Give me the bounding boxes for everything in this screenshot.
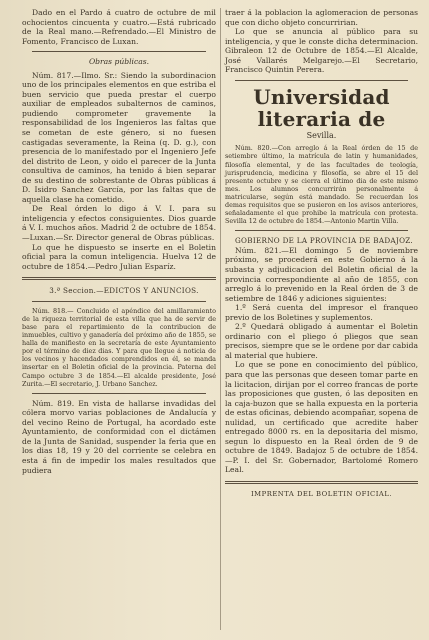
notice-821-final: Lo que se pone en conocimiento del público, para que las personas que deseen tomar parte en la licitacion, dirijan por el correo francas de porte las proposiciones que gusten, ó las depositen en la caja-buzon que se halla expuesta en la porteria de estas oficinas, debiendo acompañar, sopena de nulidad, un certificado que acredite haber entregado 8000 rs. en la depositaria del mismo, segun lo dispuesto en la Real órden de 9 de octubre de 1849. Badajoz 5 de octubre de 1854.—P. I. del Sr. Gobernador, Bartolomé Romero Leal. [225,360,418,475]
divider [32,393,206,394]
notice-819-closing: Lo que se anuncia al público para su inteligencia, y que le conste dicha determinacion. Gibraleon 12 de Octubre de 1854.—El Alcalde, José Vallarés Melgarejo.—El Secretario, Francisco Quintin Perera. [225,27,418,75]
condition-2: 2.º Quedará obligado á aumentar el Boletin ordinario con el pliego ó pliegos que sean precisos, siempre que se le ordene por dar cabida al material que hubiere. [225,322,418,360]
column-rule [220,8,221,630]
section-obras-publicas: Obras públicas. [88,57,150,67]
printer-imprint: IMPRENTA DEL BOLETIN OFICIAL. [251,489,392,498]
divider [32,301,206,302]
section-gobierno-badajoz: GOBIERNO DE LA PROVINCIA DE BADAJOZ. [235,236,414,246]
notice-817-order: De Real órden lo digo á V. I. para su inteligencia y efectos consiguientes. Dios guarde á V. I. muchos años. Madrid 2 de octubre de 1854.—Luxan.—Sr. Director general de Obras públicas. [22,204,216,243]
notice-821: Núm. 821.—El domingo 5 de noviembre próximo, se procederá en este Gobierno á la subasta y adjudicacion del Boletin oficial de la provincia correspondiente al año de 1855, con arreglo á lo prevenido en la Real órden de 3 de setiembre de 1846 y adiciones siguientes: [225,245,418,303]
divider [235,80,408,81]
left-column [22,8,216,475]
notice-819-continued: traer á la poblacion la aglomeracion de personas que con dicho objeto concurririan. [225,8,418,27]
divider [235,230,408,231]
notice-817-publish: Lo que he dispuesto se inserte en el Boletin oficial para la comun inteligencia. Huelva 12 de octubre de 1854.—Pedro Julian Esparíz. [22,242,216,271]
notice-818: Núm. 818.— Concluido el apéndice del amillaramiento de la riqueza territorial de esta villa que ha de servir de base para el repartimiento de la contribucion de inmuebles, cultivo y ganadería del próximo año de 1855, se halla de manifiesto en la secretaría de este Ayuntamiento por el término de diez dias. Y para que llegue á noticia de los vecinos y hacendados comprendidos en él, se manda insertar en el Boletin oficial de la provincia. Paterna del Campo octubre 3 de 1854.—El alcalde presidente, José Zurita.—El secretario, J. Urbano Sanchez. [22,306,216,388]
divider-double [225,481,418,484]
decree-closing: Dado en el Pardo á cuatro de octubre de mil ochocientos cincuenta y cuatro.—Está rubricado de la Real mano.—Refrendado.—El Ministro de Fomento, Francisco de Luxan. [22,8,216,46]
divider-double [22,277,216,280]
notice-820: Núm. 820.—Con arreglo á la Real órden de 15 de setiembre último, la matrícula de latin y humanidades, filosofía elemental, y de las facultades de teología, jurisprudencia, medicina y filosofía, se abre el 15 del presente octubre y se cierra el último dia de este mismo mes. Los alumnos concurrirán personalmente á matricularse, según está mandado. Se recuerdan los demas requisitos que se pusieron en los avisos anteriores, señaladamente el que prohibe la matrícula con protesta. Sevilla 12 de octubre de 1854.—Antonio Martin Villa. [225,144,418,226]
divider [32,51,206,52]
notice-817: Núm. 817.—Ilmo. Sr.: Siendo la subordinacion uno de los principales elementos en que estriba el buen servicio que pueda prestar el cuerpo auxiliar de empleados subalternos de caminos, pudiendo comprometer gravemente la responsabilidad de los Ingenieros las faltas que se cometan de este género, si no fuesen castigadas severamente, la Reina (q. D. g.), con presencia de lo manifestado por el Ingeniero Jefe del distrito de Leon, y oido el parecer de la Junta consultiva de caminos, ha tenido á bien separar de su destino de sobrestante de Obras públicas á D. Isidro Sanchez García, por las faltas que de aquella clase ha cometido. [22,70,216,204]
notice-819: Núm. 819. En vista de hallarse invadidas del cólera morvo varias poblaciones de Andalucía y del vecino Reino de Portugal, ha acordado este Ayuntamiento, de conformidad con el dictámen de la Junta de Sanidad, suspender la feria que en los dias 18, 19 y 20 del corriente se celebra en esta á fin de impedir los males resultados que pudiera [22,398,216,475]
right-column [225,8,418,500]
section-edictos: 3.ª Seccion.—EDICTOS Y ANUNCIOS. [49,286,199,296]
condition-1: 1.º Será cuenta del impresor el franqueo previo de los Boletines y suplementos. [225,303,418,322]
university-subheading: Sevilla. [306,130,337,140]
university-heading: Universidad literaria de [253,84,390,131]
